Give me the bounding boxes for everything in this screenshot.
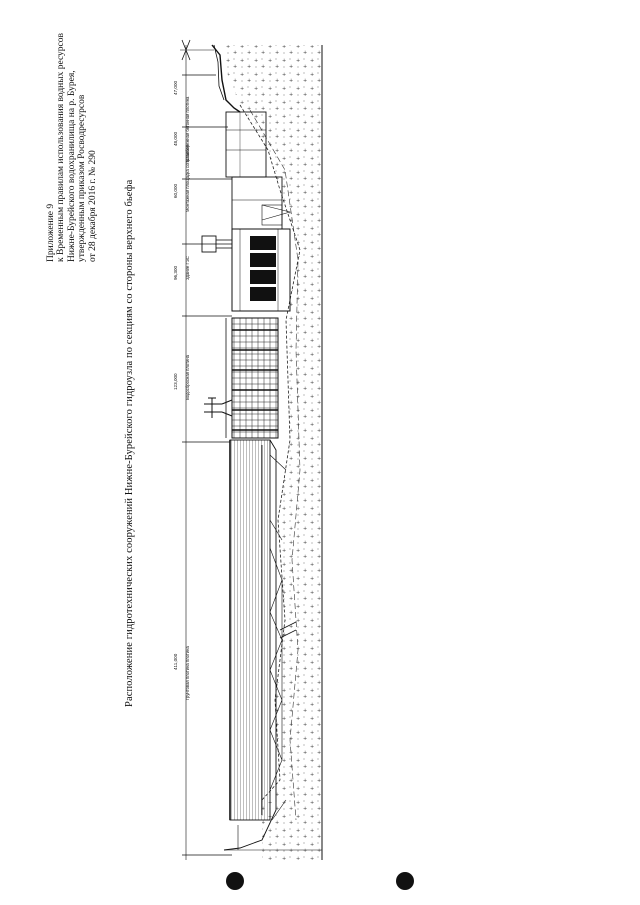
- section-name-label: Здание ГЭС: [185, 256, 190, 280]
- punch-hole-icon: [396, 872, 414, 890]
- section-length-label: 411,000: [173, 653, 178, 670]
- turbine-units: [250, 236, 276, 301]
- annex-line: Приложение 9: [46, 203, 56, 262]
- spillway-dam: [232, 318, 278, 438]
- earth-fill-dam: [230, 440, 270, 820]
- section-length-label: 123,000: [173, 373, 178, 390]
- section-length-label: 47,000: [173, 80, 178, 95]
- section-name-label: Правобережная бетонная плотина: [185, 96, 190, 164]
- section-name-label: Монтажная площадка со вставкой: [185, 145, 190, 212]
- dimension-ticks: [182, 75, 232, 855]
- annex-line: от 28 декабря 2016 г. № 290: [87, 150, 98, 262]
- spillway-gantry-crane: [204, 398, 232, 418]
- assembly-bay: [232, 177, 282, 229]
- section-length-label: 60,000: [173, 183, 178, 198]
- section-name-label: Водосбросная плотина: [185, 354, 190, 400]
- section-name-label: Грунтовая плотина плотина: [185, 646, 190, 700]
- annex-line: утвержденным приказом Росводресурсов: [77, 94, 88, 262]
- page-title: Расположение гидротехнических сооружений Нижне-Бурейского гидроузла по секциям со стороны верхнего бьефа: [124, 179, 135, 707]
- section-length-label: 48,000: [173, 131, 178, 146]
- punch-hole-icon: [226, 872, 244, 890]
- annex-line: Нижне-Бурейского водохранилища на р. Бурея,: [66, 70, 77, 262]
- annex-line: к Временным правилам использования водных ресурсов: [56, 32, 67, 262]
- section-length-label: 96,300: [173, 265, 178, 280]
